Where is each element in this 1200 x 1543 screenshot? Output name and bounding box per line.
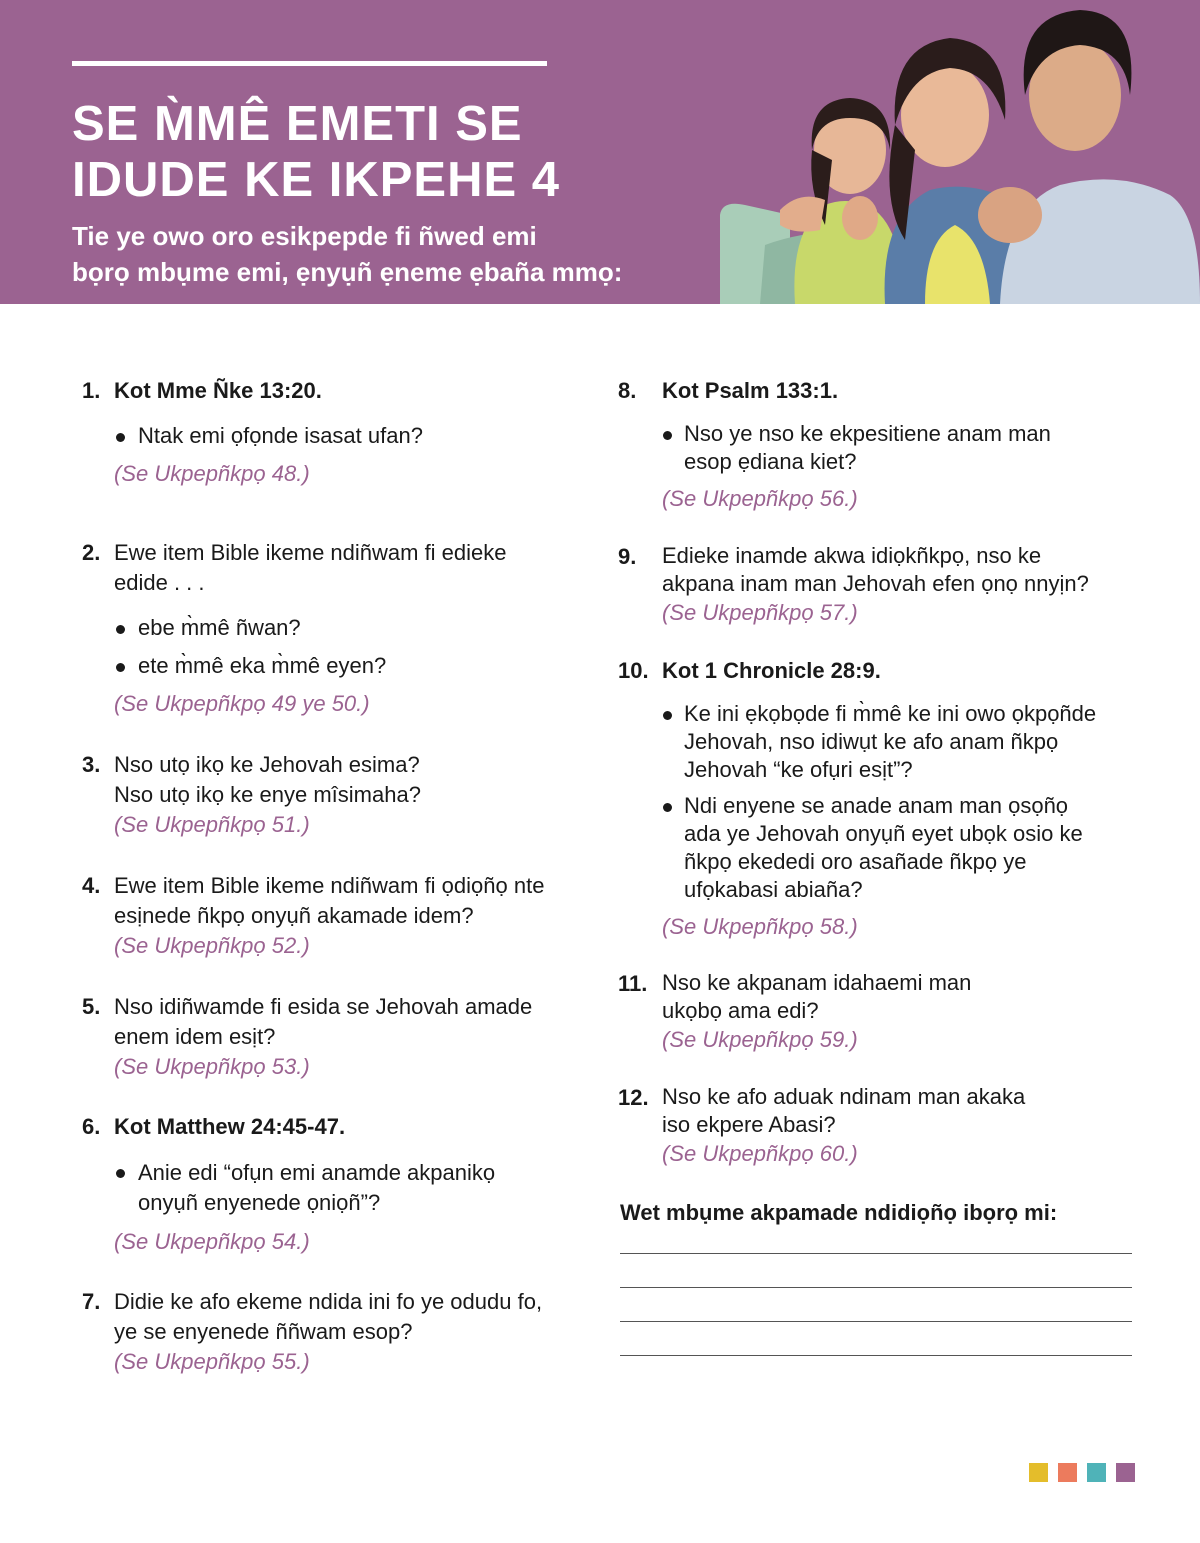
bullet-item xyxy=(82,652,582,680)
lesson-reference: (Se Ukpepñkpọ 51.) xyxy=(114,812,310,837)
bullet-dot-icon xyxy=(663,803,672,812)
teal-square-icon xyxy=(1087,1463,1106,1482)
question-text xyxy=(662,656,1138,686)
bullet-text: ebe m̀mê ñwan? xyxy=(138,615,301,640)
questions-left-column xyxy=(82,376,582,1377)
bullet-item xyxy=(618,420,1094,476)
question-text xyxy=(114,376,582,406)
bullet-item xyxy=(82,614,582,642)
family-praying-illustration xyxy=(700,0,1200,304)
question-9 xyxy=(618,542,1138,656)
question-line: enem idem esịt? xyxy=(114,1024,276,1049)
bullet-text: Ke ini ẹkọbọde fi m̀mê ke ini owo ọkpọñde Jehovah, nso idiwụt ke afo anam ñkpọ Jehovah “ke ofụri esịt”? xyxy=(684,701,1097,782)
question-line: Kot 1 Chronicle 28:9. xyxy=(662,658,881,683)
header-rule xyxy=(72,61,547,66)
lesson-reference: (Se Ukpepñkpọ 49 ye 50.) xyxy=(114,691,370,716)
bullet-dot-icon xyxy=(663,431,672,440)
question-number: 4. xyxy=(82,873,101,898)
question-line: Nso ke afo aduak ndinam man akaka xyxy=(662,1084,1026,1109)
bullet-list xyxy=(82,1158,582,1218)
note-line[interactable] xyxy=(620,1253,1132,1254)
question-number: 12. xyxy=(618,1085,649,1110)
question-number: 5. xyxy=(82,994,101,1019)
question-line: Kot Mme Ñke 13:20. xyxy=(114,378,322,403)
question-line: Nso utọ ikọ ke Jehovah esima? xyxy=(114,752,420,777)
question-number: 3. xyxy=(82,752,101,777)
subtitle-line-1: Tie ye owo oro esikpepde fi ñwed emi xyxy=(72,221,537,251)
question-line: Kot Psalm 133:1. xyxy=(662,378,839,403)
question-number: 2. xyxy=(82,540,101,565)
question-text xyxy=(662,1083,1138,1169)
bullet-text: Ndi enyene se anade anam man ọsọñọ ada ye Jehovah onyụñ eyet ubọk osio ke ñkpọ ekededi oro asañade ñkpọ ye ufọkabasi abiaña? xyxy=(684,793,1083,902)
question-line: Ewe item Bible ikeme ndiñwam fi ọdiọñọ nte xyxy=(114,873,545,898)
bullet-text: Ntak emi ọfọnde isasat ufan? xyxy=(138,423,423,448)
question-text xyxy=(114,750,582,840)
title-line-2: IDUDE KE IKPEHE 4 xyxy=(72,153,561,207)
question-line: Didie ke afo ekeme ndida ini fo ye odudu fo, xyxy=(114,1289,543,1314)
lesson-reference: (Se Ukpepñkpọ 56.) xyxy=(662,486,858,511)
question-text xyxy=(114,871,582,961)
question-number: 10. xyxy=(618,658,649,683)
note-line[interactable] xyxy=(620,1287,1132,1288)
question-11 xyxy=(618,969,1138,1083)
question-line: ukọbọ ama edi? xyxy=(662,998,819,1023)
question-number: 1. xyxy=(82,378,101,403)
question-line: iso ekpere Abasi? xyxy=(662,1112,836,1137)
question-line: akpana inam man Jehovah efen ọnọ nnyịn? xyxy=(662,571,1089,596)
bullet-dot-icon xyxy=(116,625,125,634)
question-2 xyxy=(82,538,582,750)
lesson-reference: (Se Ukpepñkpọ 48.) xyxy=(114,461,310,486)
question-text xyxy=(114,1287,582,1377)
lesson-reference: (Se Ukpepñkpọ 58.) xyxy=(662,914,858,939)
bullet-list xyxy=(82,614,582,680)
notes-heading: Wet mbụme akpamade ndidiọñọ ibọrọ mi: xyxy=(620,1200,1058,1225)
bullet-list xyxy=(618,420,1138,476)
page-subtitle xyxy=(72,218,622,290)
bullet-dot-icon xyxy=(116,433,125,442)
lesson-reference: (Se Ukpepñkpọ 55.) xyxy=(114,1349,310,1374)
question-10 xyxy=(618,656,1138,969)
bullet-dot-icon xyxy=(663,711,672,720)
subtitle-line-2: bọrọ mbụme emi, ẹnyụñ ẹneme ẹbaña mmọ: xyxy=(72,257,623,287)
question-line: Nso utọ ikọ ke enye mîsimaha? xyxy=(114,782,421,807)
question-1 xyxy=(82,376,582,538)
question-7 xyxy=(82,1287,582,1377)
question-6 xyxy=(82,1112,582,1287)
bullet-item xyxy=(82,422,582,450)
bullet-text: Anie edi “ofụn emi anamde akpanikọ onyụñ enyenede ọniọñ”? xyxy=(138,1160,496,1215)
question-line: ye se enyenede ññwam esop? xyxy=(114,1319,413,1344)
yellow-square-icon xyxy=(1029,1463,1048,1482)
bullet-list xyxy=(618,700,1138,904)
page-title xyxy=(72,96,560,208)
questions-right-column xyxy=(618,376,1138,1169)
question-4 xyxy=(82,871,582,992)
color-squares xyxy=(1029,1463,1135,1482)
question-5 xyxy=(82,992,582,1112)
lesson-reference: (Se Ukpepñkpọ 59.) xyxy=(662,1027,858,1052)
question-number: 7. xyxy=(82,1289,101,1314)
lesson-reference: (Se Ukpepñkpọ 57.) xyxy=(662,600,858,625)
bullet-text: Nso ye nso ke ekpesitiene anam man esop ẹdiana kiet? xyxy=(684,421,1051,474)
question-3 xyxy=(82,750,582,871)
question-line: Kot Matthew 24:45-47. xyxy=(114,1114,346,1139)
bullet-list xyxy=(82,422,582,450)
question-line: Edieke inamde akwa idiọkñkpọ, nso ke xyxy=(662,543,1042,568)
lesson-reference: (Se Ukpepñkpọ 53.) xyxy=(114,1054,310,1079)
note-line[interactable] xyxy=(620,1355,1132,1356)
question-line: Nso ke akpanam idahaemi man xyxy=(662,970,972,995)
bullet-dot-icon xyxy=(116,1169,125,1178)
purple-square-icon xyxy=(1116,1463,1135,1482)
question-line: Ewe item Bible ikeme ndiñwam fi edieke xyxy=(114,540,507,565)
question-text xyxy=(114,538,582,598)
bullet-dot-icon xyxy=(116,663,125,672)
question-8 xyxy=(618,376,1138,542)
orange-square-icon xyxy=(1058,1463,1077,1482)
header-banner xyxy=(0,0,1200,304)
bullet-item xyxy=(618,792,1104,904)
lesson-reference: (Se Ukpepñkpọ 52.) xyxy=(114,933,310,958)
question-text xyxy=(114,1112,582,1142)
question-text xyxy=(662,542,1138,628)
question-number: 6. xyxy=(82,1114,101,1139)
question-line: edide . . . xyxy=(114,570,205,595)
question-number: 8. xyxy=(618,378,637,403)
bullet-item xyxy=(618,700,1114,784)
question-text xyxy=(662,969,1138,1055)
question-line: esịnede ñkpọ onyụñ akamade idem? xyxy=(114,903,474,928)
question-12 xyxy=(618,1083,1138,1169)
question-number: 11. xyxy=(618,971,648,996)
bullet-item xyxy=(82,1158,558,1218)
question-text xyxy=(114,992,582,1082)
bullet-text: ete m̀mê eka m̀mê eyen? xyxy=(138,653,387,678)
note-line[interactable] xyxy=(620,1321,1132,1322)
question-number: 9. xyxy=(618,544,637,569)
question-text xyxy=(662,376,1138,406)
title-line-1: SE M̀MÊ EMETI SE xyxy=(72,97,523,151)
lesson-reference: (Se Ukpepñkpọ 54.) xyxy=(114,1229,310,1254)
lesson-reference: (Se Ukpepñkpọ 60.) xyxy=(662,1141,858,1166)
question-line: Nso idiñwamde fi esida se Jehovah amade xyxy=(114,994,533,1019)
